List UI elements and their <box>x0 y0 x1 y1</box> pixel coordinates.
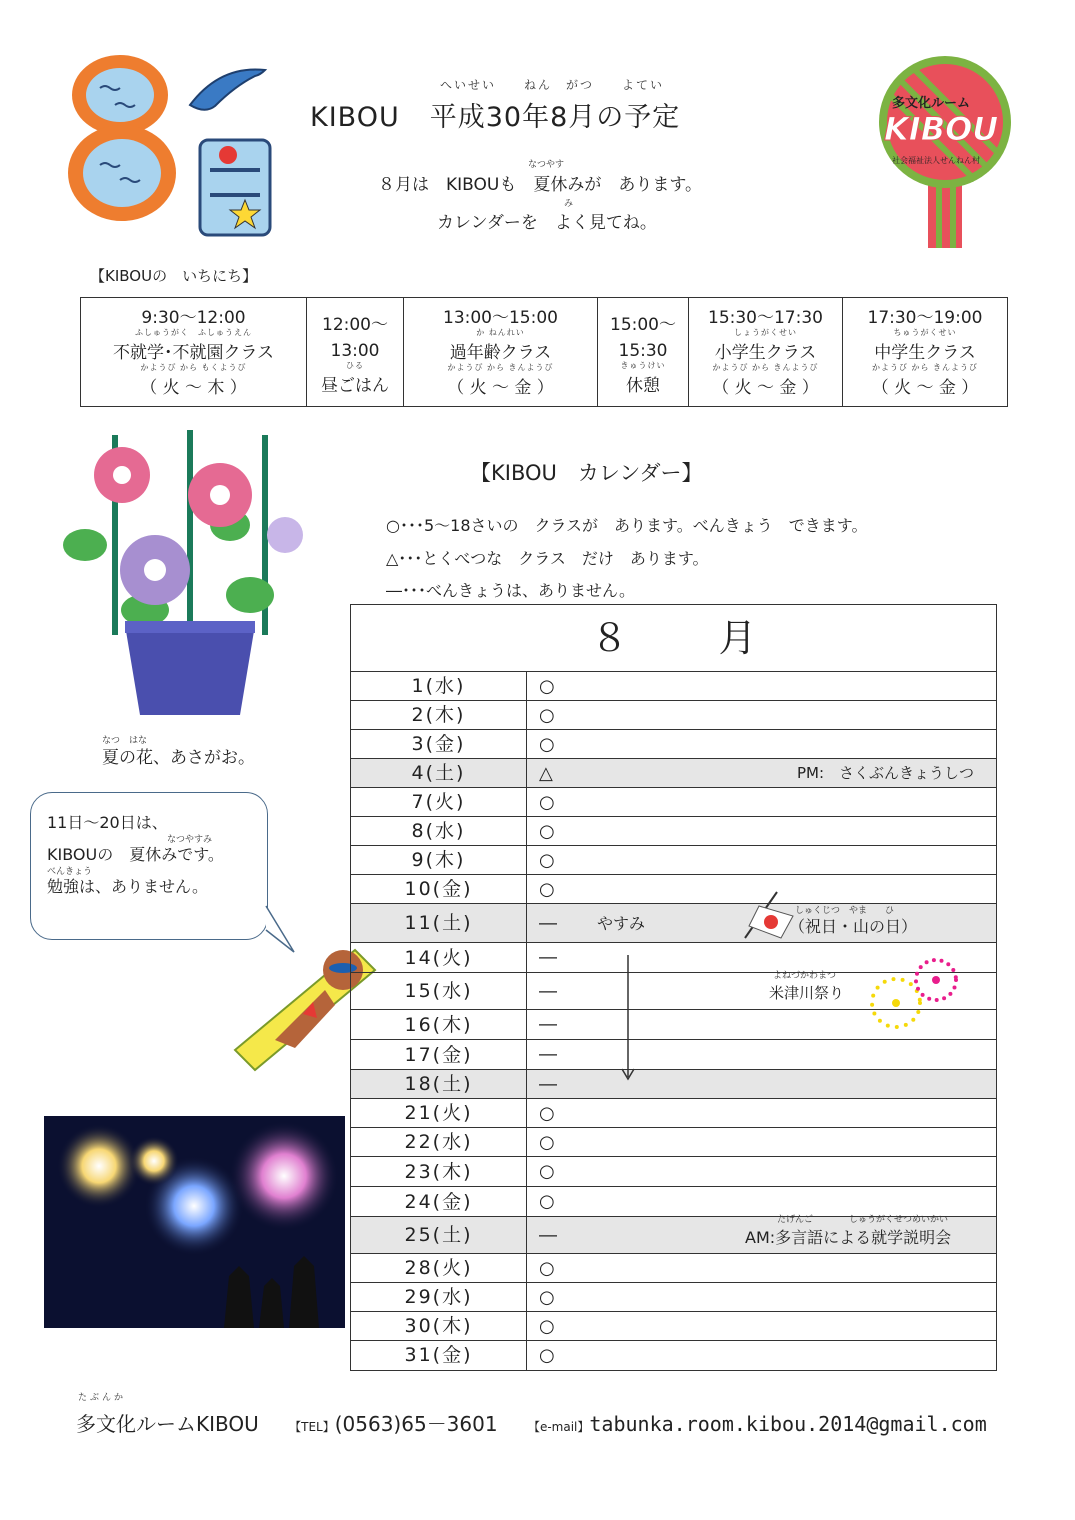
morning-glory-illustration <box>40 425 310 725</box>
footer-tel-label: 【TEL】 <box>289 1420 335 1434</box>
schedule-col-5 <box>689 298 843 406</box>
bubble-line-2-ruby: なつやすみ <box>167 835 213 845</box>
calendar-row <box>351 730 996 759</box>
schedule-ruby: ちゅうがくせい <box>893 328 957 337</box>
schedule-class-name: 休憩 <box>626 376 660 396</box>
calendar-date: 31(金) <box>351 1341 527 1370</box>
morning-glory-graphic <box>40 425 310 725</box>
calendar-date: 16(木) <box>351 1010 527 1039</box>
schedule-time-end: 13:00 <box>330 341 380 361</box>
calendar-mark: ― <box>539 981 557 1002</box>
month-badge-graphic <box>60 30 280 245</box>
calendar-date: 9(木) <box>351 846 527 874</box>
schedule-time: 13:00〜15:00 <box>443 308 558 328</box>
schedule-class-name: 過年齢クラス <box>449 343 552 363</box>
calendar-row <box>351 1070 996 1099</box>
calendar-row <box>351 1187 996 1217</box>
calendar-row <box>351 1128 996 1157</box>
footer-tel: (0563)65－3601 <box>334 1412 498 1436</box>
calendar-date: 18(土) <box>351 1070 527 1098</box>
calendar-row <box>351 817 996 846</box>
calendar-mark: ― <box>539 947 557 968</box>
footer-mail-label: 【e-mail】 <box>527 1420 590 1434</box>
legend-dash: ―･･･べんきょうは、ありません。 <box>386 581 635 600</box>
calendar-title: 【KIBOU カレンダー】 <box>470 461 703 485</box>
calendar-mark: ○ <box>539 705 555 726</box>
calendar-row <box>351 672 996 701</box>
calendar-entry <box>527 730 996 758</box>
calendar-mark: ― <box>539 913 557 934</box>
schedule-time: 12:00〜 <box>322 315 388 335</box>
intro-ruby-2: み <box>564 199 574 209</box>
schedule-time: 17:30〜19:00 <box>867 308 983 328</box>
calendar-row <box>351 1157 996 1187</box>
calendar-entry <box>527 701 996 729</box>
calendar-row <box>351 875 996 904</box>
calendar-table <box>350 604 997 1371</box>
calendar-entry <box>527 1283 996 1311</box>
schedule-table <box>80 297 1008 407</box>
calendar-entry <box>527 672 996 700</box>
legend-circle: ○･･･5〜18さいの クラスが あります。べんきょう できます。 <box>386 516 868 535</box>
calendar-mark: ― <box>539 1014 557 1035</box>
calendar-entry <box>527 759 996 787</box>
bubble-line-3: 勉強は、ありません。 <box>47 877 208 896</box>
intro-line-1: ８月は KIBOUも 夏休みが あります。 <box>378 175 702 195</box>
calendar-mark: ― <box>539 1044 557 1065</box>
calendar-entry <box>527 1070 996 1098</box>
calendar-mark: ○ <box>539 821 555 842</box>
schedule-days-ruby: かようび から きんようび <box>712 363 819 372</box>
schedule-col-2 <box>307 298 404 406</box>
schedule-time: 15:30〜17:30 <box>708 308 823 328</box>
calendar-mark: ― <box>539 1074 557 1095</box>
legend-triangle: △･･･とくべつな クラス だけ あります。 <box>386 549 709 568</box>
calendar-entry <box>527 1312 996 1340</box>
schedule-class-name: 小学生クラス <box>714 343 817 363</box>
schedule-time-end: 15:30 <box>618 341 668 361</box>
calendar-mark: ○ <box>539 1191 555 1212</box>
calendar-row <box>351 973 996 1010</box>
calendar-date: 2(木) <box>351 701 527 729</box>
calendar-entry <box>527 1187 996 1216</box>
schedule-days: （ 火 〜 金 ） <box>871 378 979 398</box>
down-arrow-icon <box>618 955 638 1085</box>
calendar-date: 23(木) <box>351 1157 527 1186</box>
calendar-mark: △ <box>539 763 553 784</box>
title-ruby: へいせい ねん がつ よてい <box>440 78 665 92</box>
kibou-logo <box>870 50 1020 250</box>
calendar-note: （祝日・山の日） <box>789 917 918 936</box>
calendar-row <box>351 1010 996 1040</box>
schedule-ruby: ふしゅうがく ふしゅうえん <box>135 328 252 337</box>
title-org: KIBOU <box>310 102 400 133</box>
calendar-text: やすみ <box>597 914 646 933</box>
logo-main-text: KIBOU <box>884 110 999 148</box>
calendar-date: 11(土) <box>351 904 527 942</box>
tree-logo-graphic <box>870 50 1020 250</box>
calendar-row <box>351 1040 996 1070</box>
calendar-entry <box>527 1157 996 1186</box>
calendar-mark: ○ <box>539 734 555 755</box>
schedule-class-name: 昼ごはん <box>321 376 389 396</box>
schedule-days-ruby: かようび から もくようび <box>140 363 247 372</box>
calendar-mark: ○ <box>539 1316 555 1337</box>
title-main: 平成30年8月の予定 <box>429 102 681 133</box>
calendar-rows <box>351 672 996 1370</box>
calendar-row <box>351 701 996 730</box>
calendar-mark: ○ <box>539 792 555 813</box>
calendar-note-ruby: よねづかわまつ <box>773 971 837 981</box>
calendar-date: 10(金) <box>351 875 527 903</box>
calendar-date: 14(火) <box>351 943 527 972</box>
schedule-days: （ 火 〜 金 ） <box>447 378 554 398</box>
calendar-mark: ― <box>539 1225 557 1246</box>
schedule-ruby: きゅうけい <box>620 361 666 370</box>
calendar-mark: ○ <box>539 1345 555 1366</box>
fireworks-graphic <box>44 1116 345 1328</box>
schedule-class-name: 中学生クラス <box>874 343 976 363</box>
calendar-date: 22(水) <box>351 1128 527 1156</box>
schedule-col-3 <box>404 298 598 406</box>
month-badge <box>60 30 280 245</box>
schedule-time: 9:30〜12:00 <box>141 308 246 328</box>
footer-org-ruby: たぶんか <box>78 1393 127 1403</box>
footer-org: 多文化ルームKIBOU <box>76 1412 259 1436</box>
schedule-ruby: ひる <box>346 361 364 370</box>
calendar-date: 15(水) <box>351 973 527 1009</box>
calendar-entry <box>527 817 996 845</box>
logo-top-text: 多文化ルーム <box>892 96 971 111</box>
calendar-date: 30(木) <box>351 1312 527 1340</box>
fireworks-photo <box>44 1116 345 1328</box>
logo-sub-text: 社会福祉法人せんねん村 <box>892 156 980 165</box>
calendar-entry <box>527 1040 996 1069</box>
calendar-mark: ○ <box>539 1258 555 1279</box>
calendar-note-ruby: しゅくじつ やま ひ <box>795 906 895 916</box>
calendar-date: 1(水) <box>351 672 527 700</box>
calendar-mark: ○ <box>539 1103 555 1124</box>
bubble-line-2: KIBOUの 夏休みです。 <box>47 845 224 864</box>
calendar-row <box>351 1283 996 1312</box>
calendar-date: 21(火) <box>351 1099 527 1127</box>
calendar-note: 米津川祭り <box>769 984 845 1002</box>
calendar-entry <box>527 1010 996 1039</box>
calendar-date: 28(火) <box>351 1254 527 1282</box>
schedule-col-4 <box>598 298 689 406</box>
calendar-date: 7(火) <box>351 788 527 816</box>
calendar-row <box>351 904 996 943</box>
calendar-mark: ○ <box>539 850 555 871</box>
calendar-mark: ○ <box>539 1132 555 1153</box>
calendar-row <box>351 1254 996 1283</box>
calendar-row <box>351 1312 996 1341</box>
calendar-entry <box>527 1254 996 1282</box>
calendar-date: 25(土) <box>351 1217 527 1253</box>
calendar-mark: ○ <box>539 1287 555 1308</box>
calendar-entry <box>527 1128 996 1156</box>
schedule-ruby: か ねんれい <box>476 328 525 337</box>
schedule-heading: 【KIBOUの いちにち】 <box>90 267 258 285</box>
calendar-date: 4(土) <box>351 759 527 787</box>
calendar-entry <box>527 1217 996 1253</box>
speech-bubble <box>30 792 268 940</box>
calendar-mark: ○ <box>539 676 555 697</box>
bubble-line-3-ruby: べんきょう <box>47 867 93 877</box>
intro-line-2: カレンダーを よく見てね。 <box>437 213 657 233</box>
calendar-month-header: ８月 <box>351 605 996 672</box>
calendar-entry <box>527 846 996 874</box>
calendar-entry <box>527 1341 996 1370</box>
schedule-time: 15:00〜 <box>610 315 676 335</box>
calendar-date: 3(金) <box>351 730 527 758</box>
calendar-row <box>351 1099 996 1128</box>
schedule-col-6 <box>843 298 1007 406</box>
calendar-entry <box>527 788 996 816</box>
calendar-entry <box>527 1099 996 1127</box>
schedule-days-ruby: かようび から きんようび <box>871 363 979 372</box>
schedule-class-name: 不就学･不就園クラス <box>113 343 274 363</box>
calendar-mark: ○ <box>539 879 555 900</box>
calendar-date: 8(水) <box>351 817 527 845</box>
calendar-row <box>351 1341 996 1370</box>
calendar-row <box>351 846 996 875</box>
page-title <box>310 95 680 134</box>
schedule-days: （ 火 〜 木 ） <box>140 378 247 398</box>
japan-flag-icon <box>741 890 797 940</box>
footer-email-link[interactable]: tabunka.room.kibou.2014@gmail.com <box>589 1412 987 1436</box>
calendar-row <box>351 1217 996 1254</box>
schedule-days: （ 火 〜 金 ） <box>712 378 819 398</box>
calendar-date: 17(金) <box>351 1040 527 1069</box>
schedule-days-ruby: かようび から きんようび <box>447 363 554 372</box>
bubble-line-1: 11日〜20日は、 <box>47 813 168 832</box>
schedule-ruby: しょうがくせい <box>734 328 797 337</box>
calendar-note-ruby: たげんご しゅうがくせつめいかい <box>777 1215 949 1225</box>
calendar-mark: ○ <box>539 1161 555 1182</box>
flower-caption: 夏の花、あさがお。 <box>102 748 255 768</box>
calendar-row <box>351 788 996 817</box>
calendar-note: PM: さくぶんきょうしつ <box>797 764 975 782</box>
calendar-date: 29(水) <box>351 1283 527 1311</box>
calendar-note: AM:多言語による就学説明会 <box>745 1228 952 1247</box>
intro-ruby-1: なつやす <box>528 160 565 170</box>
calendar-row <box>351 759 996 788</box>
schedule-col-1 <box>81 298 307 406</box>
flower-caption-ruby: なつ はな <box>102 736 148 746</box>
calendar-date: 24(金) <box>351 1187 527 1216</box>
footer-contact <box>76 1408 987 1437</box>
